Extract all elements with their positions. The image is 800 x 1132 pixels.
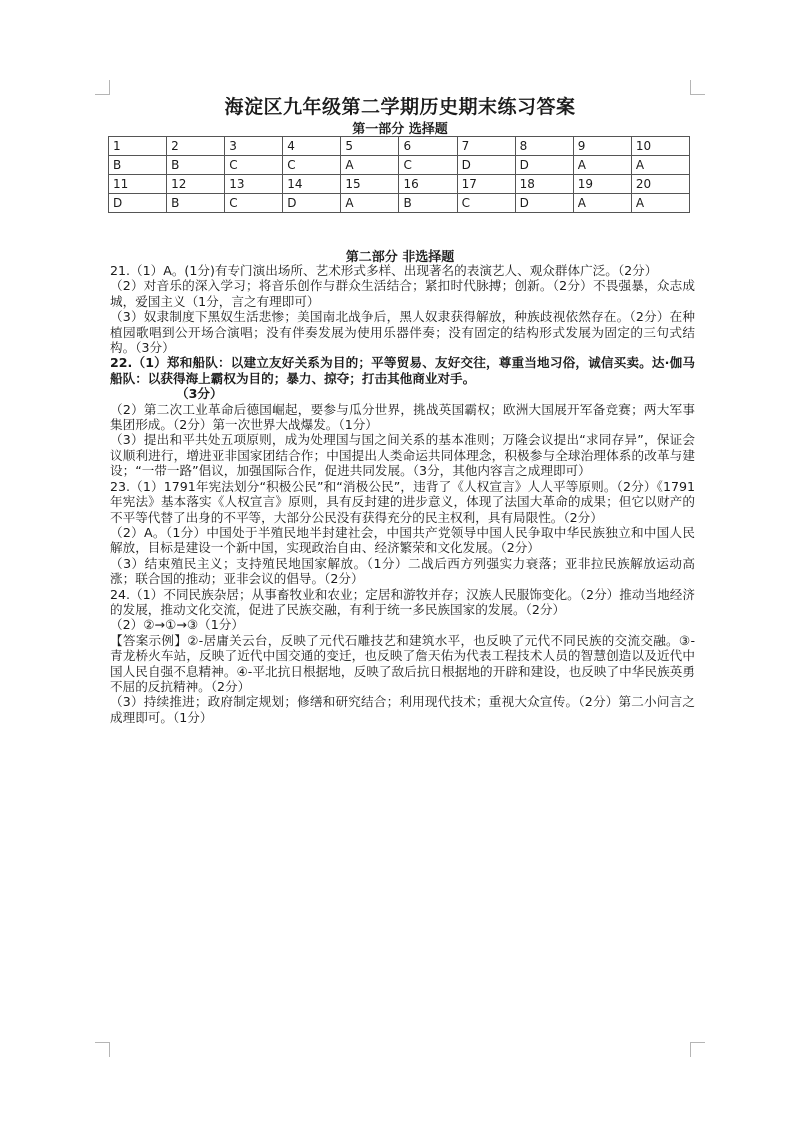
table-cell: B — [167, 194, 225, 213]
answer-23-2: （2）A。（1分）中国处于半殖民地半封建社会，中国共产党领导中国人民争取中华民族独立和中国人民解放，目标是建设一个新中国，实现政治自由、经济繁荣和文化发展。（2分） — [110, 524, 695, 556]
answer-22-1: 22.（1）郑和船队：以建立友好关系为目的；平等贸易、友好交往，尊重当地习俗，诚信买卖。达·伽马船队：以获得海上霸权为目的；暴力、掠夺；打击其他商业对手。 — [110, 355, 695, 386]
answer-table — [108, 136, 690, 213]
part2-heading: 第二部分 非选择题 — [345, 250, 455, 265]
table-cell: 17 — [457, 175, 515, 194]
table-cell: A — [341, 194, 399, 213]
table-cell: 13 — [225, 175, 283, 194]
table-cell: B — [109, 156, 167, 175]
table-cell: B — [167, 156, 225, 175]
table-cell: 9 — [573, 137, 631, 156]
table-cell: D — [515, 156, 573, 175]
table-cell: C — [283, 156, 341, 175]
table-cell: 4 — [283, 137, 341, 156]
table-row — [109, 175, 690, 194]
answer-21-3: （3）奴隶制度下黑奴生活悲惨；美国南北战争后，黑人奴隶获得解放，种族歧视依然存在。（2分）在种植园歌唱到公开场合演唱；没有伴奏发展为使用乐器伴奏；没有固定的结构形式发展为固定的三句式结构。（3分） — [110, 309, 695, 356]
table-cell: C — [457, 194, 515, 213]
answer-21-1: 21.（1）A。(1分)有专门演出场所、艺术形式多样、出现著名的表演艺人、观众群体广泛。（2分） — [110, 263, 658, 278]
table-cell: 20 — [631, 175, 689, 194]
table-row — [109, 137, 690, 156]
table-cell: C — [399, 156, 457, 175]
table-cell: 10 — [631, 137, 689, 156]
table-cell: 12 — [167, 175, 225, 194]
table-row — [109, 156, 690, 175]
table-cell: B — [399, 194, 457, 213]
table-cell: C — [225, 194, 283, 213]
table-cell: D — [109, 194, 167, 213]
table-cell: 2 — [167, 137, 225, 156]
table-cell: 19 — [573, 175, 631, 194]
answer-body — [110, 263, 695, 725]
table-cell: 11 — [109, 175, 167, 194]
answer-24-1: 24.（1）不同民族杂居；从事畜牧业和农业；定居和游牧并存；汉族人民服饰变化。（2分）推动当地经济的发展，推动文化交流，促进了民族交融，有利于统一多民族国家的发展。（2分） — [110, 586, 695, 617]
answer-example: 【答案示例】②-居庸关云台，反映了元代石雕技艺和建筑水平，也反映了元代不同民族的交流交融。③-青龙桥火车站，反映了近代中国交通的变迁，也反映了詹天佑为代表工程技术人员的智慧创造以及近代中国人民自强不息精神。④-平北抗日根据地，反映了敌后抗日根据地的开辟和建设，也反映了中华民族英勇不屈的反抗精神。（2分） — [110, 632, 695, 694]
answer-22-1-score: （3分） — [176, 386, 223, 402]
table-cell: D — [515, 194, 573, 213]
table-cell: A — [631, 156, 689, 175]
table-cell: 14 — [283, 175, 341, 194]
answer-21-2: （2）对音乐的深入学习；将音乐创作与群众生活结合；紧扣时代脉搏；创新。（2分）不畏强暴，众志成城，爱国主义（1分，言之有理即可） — [110, 278, 695, 309]
crop-mark-bottom-right — [690, 1042, 705, 1057]
table-cell: A — [573, 156, 631, 175]
table-row — [109, 194, 690, 213]
crop-mark-bottom-left — [95, 1042, 110, 1057]
table-cell: C — [225, 156, 283, 175]
answer-24-3: （3）持续推进；政府制定规划；修缮和研究结合；利用现代技术；重视大众宣传。（2分）第二小问言之成理即可。（1分） — [110, 694, 695, 725]
table-cell: 16 — [399, 175, 457, 194]
table-cell: 5 — [341, 137, 399, 156]
answer-24-2: （2）②→①→③（1分） — [110, 617, 244, 633]
table-cell: 6 — [399, 137, 457, 156]
table-cell: 7 — [457, 137, 515, 156]
answer-22-3: （3）提出和平共处五项原则，成为处理国与国之间关系的基本准则；万隆会议提出“求同存异”，保证会议顺利进行，增进亚非国家团结合作；中国提出人类命运共同体理念，积极参与全球治理体系的改革与建设；“一带一路”倡议，加强国际合作，促进共同发展。（3分，其他内容言之成理即可） — [110, 432, 695, 479]
table-cell: 8 — [515, 137, 573, 156]
table-cell: A — [573, 194, 631, 213]
answer-23-3: （3）结束殖民主义；支持殖民地国家解放。（1分）二战后西方列强实力衰落；亚非拉民族解放运动高涨；联合国的推动；亚非会议的倡导。（2分） — [110, 555, 695, 587]
table-cell: A — [341, 156, 399, 175]
table-cell: D — [457, 156, 515, 175]
table-cell: 1 — [109, 137, 167, 156]
table-cell: 18 — [515, 175, 573, 194]
table-cell: A — [631, 194, 689, 213]
document-title: 海淀区九年级第二学期历史期末练习答案 — [224, 96, 576, 118]
part1-heading: 第一部分 选择题 — [352, 122, 448, 137]
table-cell: 15 — [341, 175, 399, 194]
table-cell: 3 — [225, 137, 283, 156]
table-cell: D — [283, 194, 341, 213]
answer-23-1: 23.（1）1791年宪法划分“积极公民”和“消极公民”，违背了《人权宣言》人人平等原则。（2分）《1791年宪法》基本落实《人权宣言》原则，具有反封建的进步意义，体现了法国大革命的成果；但它以财产的不平等代替了出身的不平等，大部分公民没有获得充分的民主权利，具有局限性。（2分） — [110, 478, 695, 525]
answer-22-2: （2）第二次工业革命后德国崛起，要参与瓜分世界，挑战英国霸权；欧洲大国展开军备竞赛；两大军事集团形成。（2分）第一次世界大战爆发。（1分） — [110, 401, 695, 433]
